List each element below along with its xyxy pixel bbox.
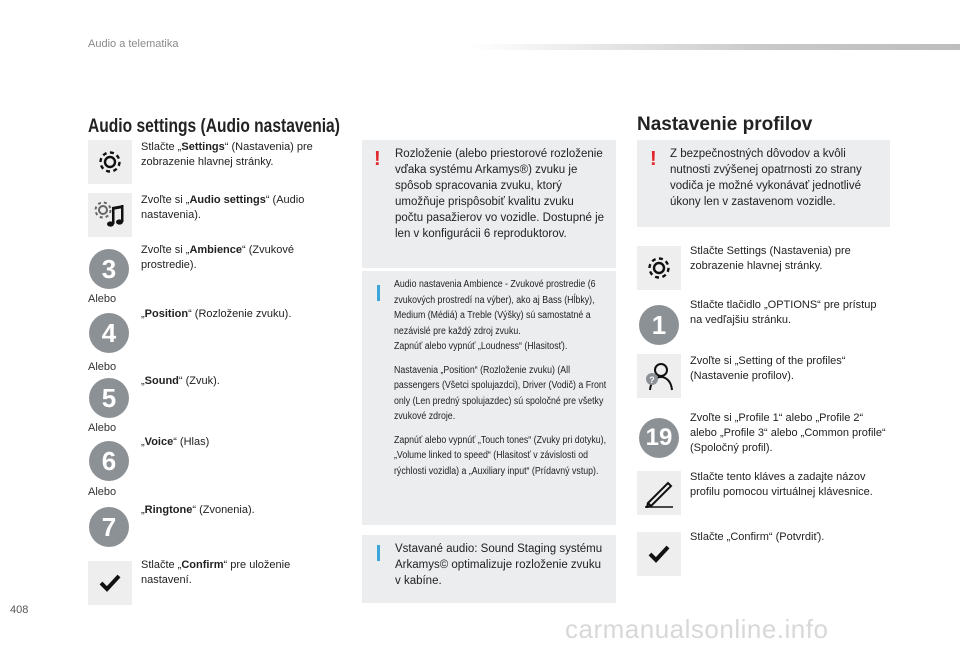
warning-exclamation-icon: ! (650, 148, 657, 170)
info-note-audio (362, 271, 616, 525)
step-sound-text: „Sound“ (Zvuk). (141, 375, 220, 387)
page-number: 408 (10, 604, 29, 616)
check-icon (637, 532, 681, 576)
gear-icon (88, 140, 132, 184)
audio-settings-title: Audio settings (Audio nastavenia) (88, 116, 340, 137)
profiles-warning-text: Z bezpečnostných dôvodov a kvôli nutnosti zvýšenej opatrnosti zo strany vodiča je možné vykonávať jednotlivé úkony len v zastavenom vozidle. (670, 148, 862, 208)
svg-text:?: ? (649, 375, 655, 385)
info-note-arkamys (362, 535, 616, 603)
music-settings-icon (88, 193, 132, 237)
step-number-4: 4 (89, 313, 129, 353)
profile-step-choose-text: Zvoľte si „Profile 1“ alebo „Profile 2“ alebo „Profile 3“ alebo „Common profile“ (Spoločný profil). (690, 412, 886, 454)
step-ambience-text: Zvoľte si „Ambience“ (Zvukové prostredie). (141, 244, 294, 271)
step-number-7: 7 (89, 507, 129, 547)
step-audio-settings-text: Zvoľte si „Audio settings“ (Audio nastavenia). (141, 194, 305, 221)
watermark: carmanualsonline.info (565, 614, 829, 644)
warning-text: Rozloženie (alebo priestorové rozloženie vďaka systému Arkamys®) zvuku je spôsob spracovania zvuku, ktorý umožňuje prispôsobiť kvalitu zvuku počtu pasažierov vo vozidle. Dostupné je len v konfigurácii 6 reproduktorov. (395, 148, 605, 240)
step-position-text: „Position“ (Rozloženie zvuku). (141, 308, 292, 320)
profile-step-settings-text: Stlačte Settings (Nastavenia) pre zobrazenie hlavnej stránky. (690, 245, 851, 272)
pencil-icon (637, 471, 681, 515)
profile-icon (637, 354, 681, 398)
step-number-19: 19 (639, 418, 679, 458)
check-icon (88, 561, 132, 605)
step-ringtone-text: „Ringtone“ (Zvonenia). (141, 504, 255, 516)
info-icon (377, 285, 380, 301)
or-label: Alebo (88, 361, 117, 373)
warning-note (362, 140, 616, 268)
info-text-1: Audio nastavenia Ambience - Zvukové prostredie (6 zvukových prostredí na výber), ako aj Bass (Hĺbky), Medium (Médiá) a Treble (Výšky) sú samostatné a nezávislé pre každý zdroj zvuku. Zapnúť alebo vypnúť „Loudness“ (Hlasitosť). Nastavenia „Position“ (Rozloženie zvuku) (All passengers (Všetci spolujazdci), Driver (Vodič) a Front only (Len predný spolujazdec) sú spoločné pre všetky zvukové zdroje. Zapnúť alebo vypnúť „Touch tones“ (Zvuky pri dotyku), „Volume linked to speed“ (Hlasitosť v závislosti od rýchlosti vozidla) a „Auxiliary input“ (Prídavný vstup). (394, 279, 607, 477)
profile-step-setting-text: Zvoľte si „Setting of the profiles“ (Nastavenie profilov). (690, 355, 846, 382)
step-confirm-text: Stlačte „Confirm“ pre uloženie nastavení. (141, 559, 291, 586)
section-header: Audio a telematika (88, 38, 179, 50)
or-label: Alebo (88, 422, 117, 434)
step-settings-text: Stlačte „Settings“ (Nastavenia) pre zobrazenie hlavnej stránky. (141, 141, 313, 168)
profile-step-rename-text: Stlačte tento kláves a zadajte názov profilu pomocou virtuálnej klávesnice. (690, 471, 873, 498)
or-label: Alebo (88, 293, 117, 305)
profiles-title: Nastavenie profilov (637, 114, 813, 135)
info-icon (377, 545, 380, 561)
or-label: Alebo (88, 486, 117, 498)
step-number-1: 1 (639, 305, 679, 345)
step-number-3: 3 (89, 249, 129, 289)
header-bar (470, 44, 960, 50)
gear-icon (637, 246, 681, 290)
info-text-2: Vstavané audio: Sound Staging systému Arkamys© optimalizuje rozloženie zvuku v kabíne. (395, 543, 603, 587)
warning-exclamation-icon: ! (374, 148, 381, 170)
step-voice-text: „Voice“ (Hlas) (141, 436, 210, 448)
profile-step-options-text: Stlačte tlačidlo „OPTIONS“ pre prístup na vedľajšiu stránku. (690, 299, 877, 326)
step-number-6: 6 (89, 441, 129, 481)
step-number-5: 5 (89, 378, 129, 418)
profile-step-confirm-text: Stlačte „Confirm“ (Potvrdiť). (690, 531, 825, 543)
profiles-warning-note (637, 140, 890, 227)
